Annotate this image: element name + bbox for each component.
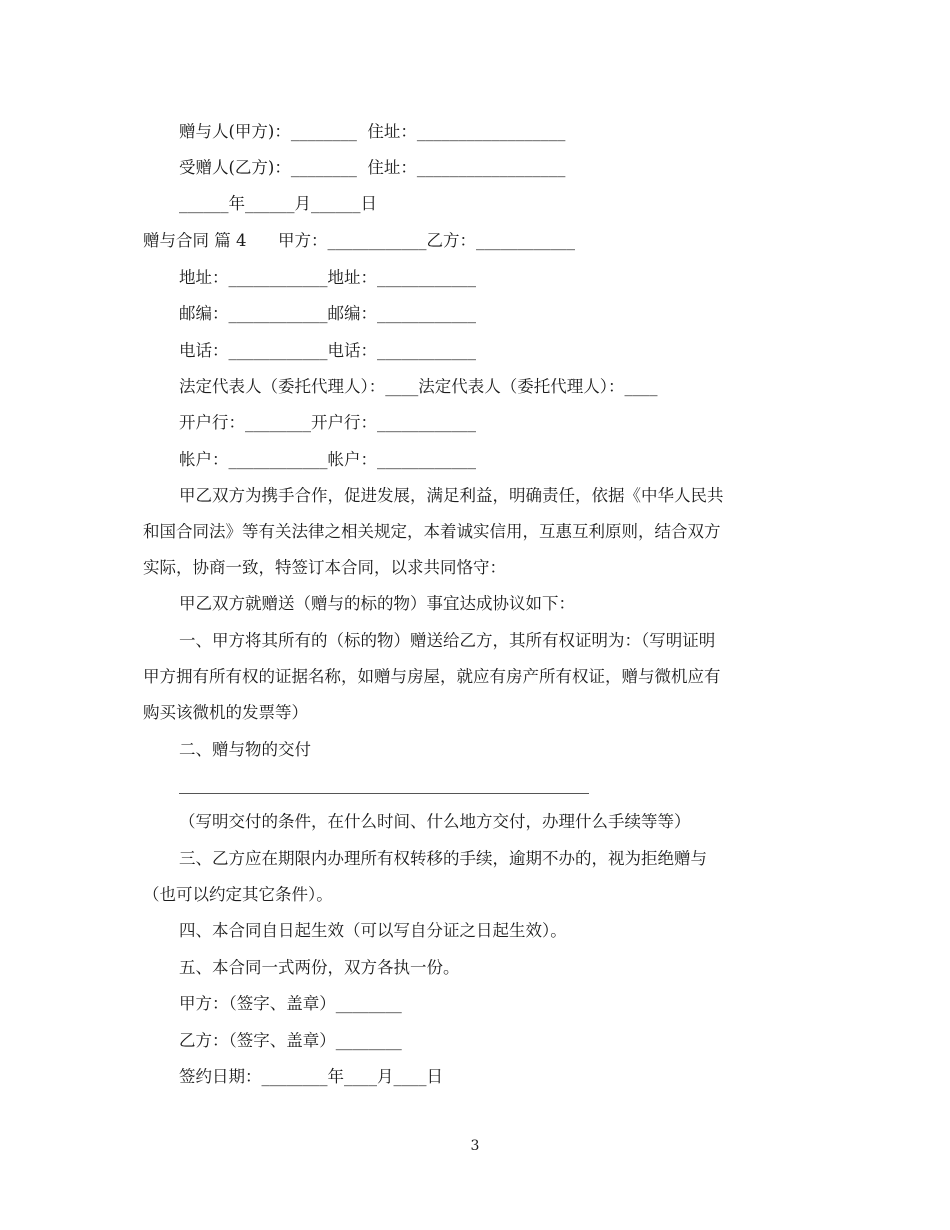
page-number: 3 [470,1138,480,1154]
preamble-line-2: 和国合同法》等有关法律之相关规定，本着诚实信用，互惠互利原则，结合双方 [143,522,721,541]
phone-line: 电话：____________电话：____________ [179,341,476,360]
date-line: ______年______月______日 [179,194,377,213]
postcode-line: 邮编：____________邮编：____________ [179,304,476,323]
clause-3-line-1: 三、乙方应在期限内办理所有权转移的手续，逾期不办的，视为拒绝赠与 [179,849,707,868]
agreement-intro-line: 甲乙双方就赠送（赠与的标的物）事宜达成协议如下： [179,594,575,613]
clause-2-title: 二、赠与物的交付 [179,740,311,759]
legal-rep-line: 法定代表人（委托代理人）：____法定代表人（委托代理人）：____ [179,377,658,396]
donee-line: 受赠人(乙方)：________ 住址：__________________ [179,158,566,177]
preamble-line-3: 实际，协商一致，特签订本合同，以求共同恪守： [143,558,506,577]
donor-line: 赠与人(甲方)：________ 住址：__________________ [179,122,566,141]
clause-1-line-1: 一、甲方将其所有的（标的物）赠送给乙方，其所有权证明为：（写明证明 [179,631,716,650]
fill-in-rule [179,793,589,794]
clause-4-line: 四、本合同自日起生效（可以写自分证之日起生效）。 [179,921,567,940]
clause-1-line-3: 购买该微机的发票等） [143,703,308,722]
clause-2-note: （写明交付的条件，在什么时间、什么地方交付，办理什么手续等等） [179,812,691,831]
contract-heading-line: 赠与合同 篇 4 甲方：____________乙方：____________ [143,231,575,250]
clause-3-line-2: （也可以约定其它条件）。 [143,885,333,904]
party-a-signature-line: 甲方：（签字、盖章）________ [179,994,402,1013]
bank-line: 开户行：________开户行：____________ [179,413,476,432]
preamble-line-1: 甲乙双方为携手合作，促进发展，满足利益，明确责任，依据《中华人民共 [179,486,724,505]
clause-1-line-2: 甲方拥有所有权的证据名称，如赠与房屋，就应有房产所有权证，赠与微机应有 [143,667,721,686]
party-b-signature-line: 乙方：（签字、盖章）________ [179,1031,402,1050]
signing-date-line: 签约日期：________年____月____日 [179,1067,443,1086]
clause-5-line: 五、本合同一式两份，双方各执一份。 [179,958,460,977]
address-line: 地址：____________地址：____________ [179,268,476,287]
account-line: 帐户：____________帐户：____________ [179,450,476,469]
